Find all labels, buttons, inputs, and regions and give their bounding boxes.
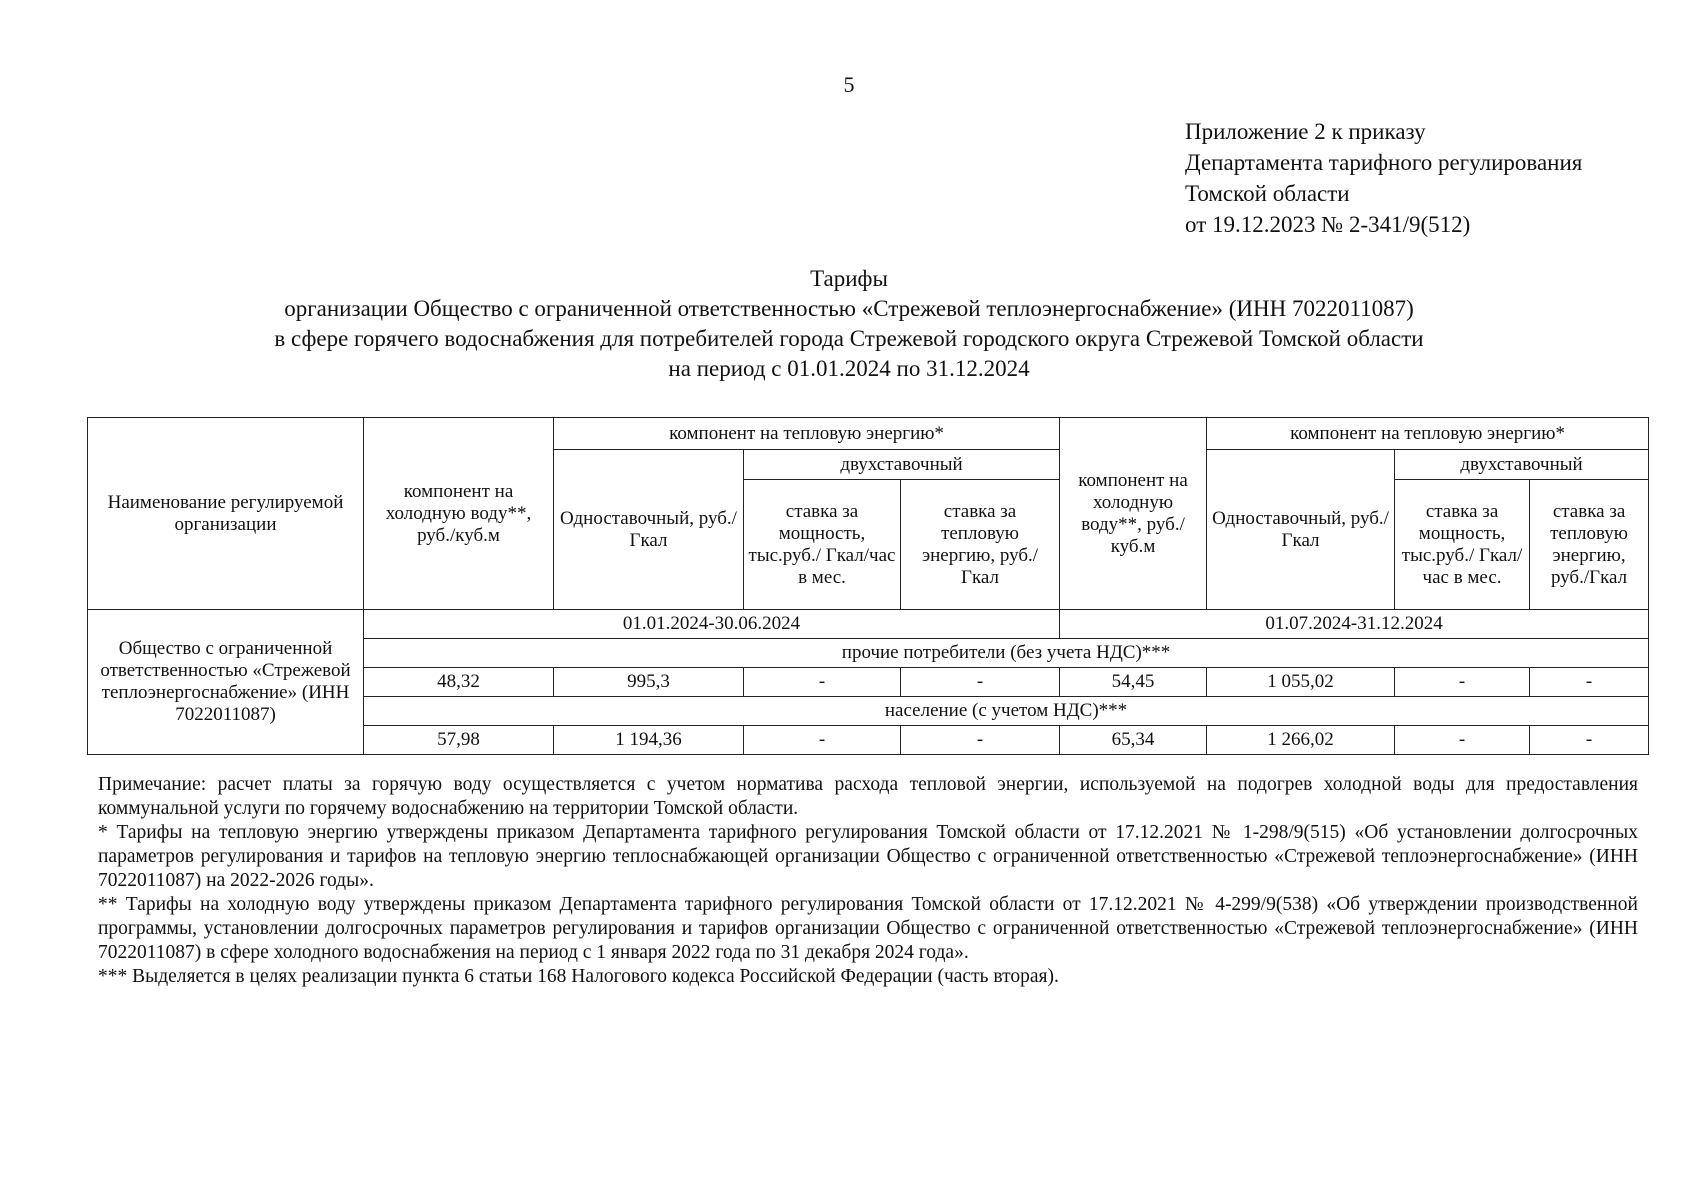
table-cell: 1 055,02 bbox=[1207, 668, 1395, 697]
table-cell: - bbox=[1530, 668, 1649, 697]
table-cell: - bbox=[1395, 726, 1530, 755]
title-line: на период с 01.01.2024 по 31.12.2024 bbox=[668, 356, 1030, 381]
header-energy-rate-period2: ставка за тепловую энергию, руб./Гкал bbox=[1530, 480, 1649, 610]
table-cell: - bbox=[1530, 726, 1649, 755]
table-cell: 995,3 bbox=[554, 668, 744, 697]
header-heat-component-period2: компонент на тепловую энергию* bbox=[1207, 418, 1649, 450]
table-cell: 1 266,02 bbox=[1207, 726, 1395, 755]
note-main: Примечание: расчет платы за горячую воду осуществляется с учетом норматива расхода тепловой энергии, используемой на подогрев холодной воды для предоставления коммунальной услуги по горячему водоснабжению на территории Томской области. bbox=[98, 774, 1638, 819]
table-cell: - bbox=[1395, 668, 1530, 697]
header-two-rate-period2: двухставочный bbox=[1395, 450, 1649, 480]
header-org-name: Наименование регулируемой организации bbox=[88, 418, 364, 610]
appendix-line: Приложение 2 к приказу bbox=[1185, 119, 1426, 144]
tariff-table bbox=[87, 417, 1649, 755]
notes-block bbox=[98, 773, 1638, 989]
title-line: в сфере горячего водоснабжения для потребителей города Стрежевой городского округа Стрежевой Томской области bbox=[274, 326, 1424, 351]
appendix-line: Томской области bbox=[1185, 181, 1350, 206]
header-cold-water-period2: компонент на холодную воду**, руб./куб.м bbox=[1060, 418, 1207, 610]
note-footnote-3: *** Выделяется в целях реализации пункта 6 статьи 168 Налогового кодекса Российской Федерации (часть вторая). bbox=[98, 966, 1059, 987]
header-single-rate-period1: Одноставочный, руб./Гкал bbox=[554, 450, 744, 610]
table-cell: - bbox=[744, 726, 901, 755]
table-cell: 57,98 bbox=[364, 726, 554, 755]
header-energy-rate-period1: ставка за тепловую энергию, руб./Гкал bbox=[901, 480, 1060, 610]
header-cold-water-period1: компонент на холодную воду**, руб./куб.м bbox=[364, 418, 554, 610]
header-capacity-rate-period1: ставка за мощность, тыс.руб./ Гкал/час в мес. bbox=[744, 480, 901, 610]
title-heading: Тарифы bbox=[810, 266, 888, 291]
table-cell: - bbox=[901, 726, 1060, 755]
table-cell: 1 194,36 bbox=[554, 726, 744, 755]
document-title bbox=[0, 264, 1698, 384]
header-capacity-rate-period2: ставка за мощность, тыс.руб./ Гкал/час в мес. bbox=[1395, 480, 1530, 610]
page-number: 5 bbox=[843, 72, 855, 97]
note-footnote-1: * Тарифы на тепловую энергию утверждены приказом Департамента тарифного регулирования Томской области от 17.12.2021 № 1-298/9(515) «Об установлении долгосрочных параметров регулирования и тарифов на тепловую энергию теплоснабжающей организации Общество с ограниченной ответственностью «Стрежевой теплоэнергоснабжение» (ИНН 7022011087) на 2022-2026 годы». bbox=[98, 822, 1638, 891]
group-population: население (с учетом НДС)*** bbox=[364, 697, 1649, 726]
header-two-rate-period1: двухставочный bbox=[744, 450, 1060, 480]
table-cell: - bbox=[901, 668, 1060, 697]
period-1-header: 01.01.2024-30.06.2024 bbox=[364, 610, 1060, 639]
organization-name-cell: Общество с ограниченной ответственностью «Стрежевой теплоэнергоснабжение» (ИНН 7022011087) bbox=[88, 610, 364, 755]
period-2-header: 01.07.2024-31.12.2024 bbox=[1060, 610, 1649, 639]
table-cell: 65,34 bbox=[1060, 726, 1207, 755]
group-other-consumers: прочие потребители (без учета НДС)*** bbox=[364, 639, 1649, 668]
table-cell: 48,32 bbox=[364, 668, 554, 697]
header-heat-component-period1: компонент на тепловую энергию* bbox=[554, 418, 1060, 450]
appendix-block bbox=[1185, 116, 1582, 240]
appendix-date-line: от 19.12.2023 № 2-341/9(512) bbox=[1185, 212, 1471, 237]
appendix-line: Департамента тарифного регулирования bbox=[1185, 150, 1583, 175]
title-line: организации Общество с ограниченной ответственностью «Стрежевой теплоэнергоснабжение» (ИНН 7022011087) bbox=[284, 296, 1414, 321]
header-single-rate-period2: Одноставочный, руб./Гкал bbox=[1207, 450, 1395, 610]
note-footnote-2: ** Тарифы на холодную воду утверждены приказом Департамента тарифного регулирования Томской области от 17.12.2021 № 4-299/9(538) «Об утверждении производственной программы, установлении долгосрочных параметров регулирования и тарифов организации Общество с ограниченной ответственностью «Стрежевой теплоэнергоснабжение» (ИНН 7022011087) в сфере холодного водоснабжения на период с 1 января 2022 года по 31 декабря 2024 года». bbox=[98, 894, 1638, 963]
table-cell: - bbox=[744, 668, 901, 697]
table-cell: 54,45 bbox=[1060, 668, 1207, 697]
